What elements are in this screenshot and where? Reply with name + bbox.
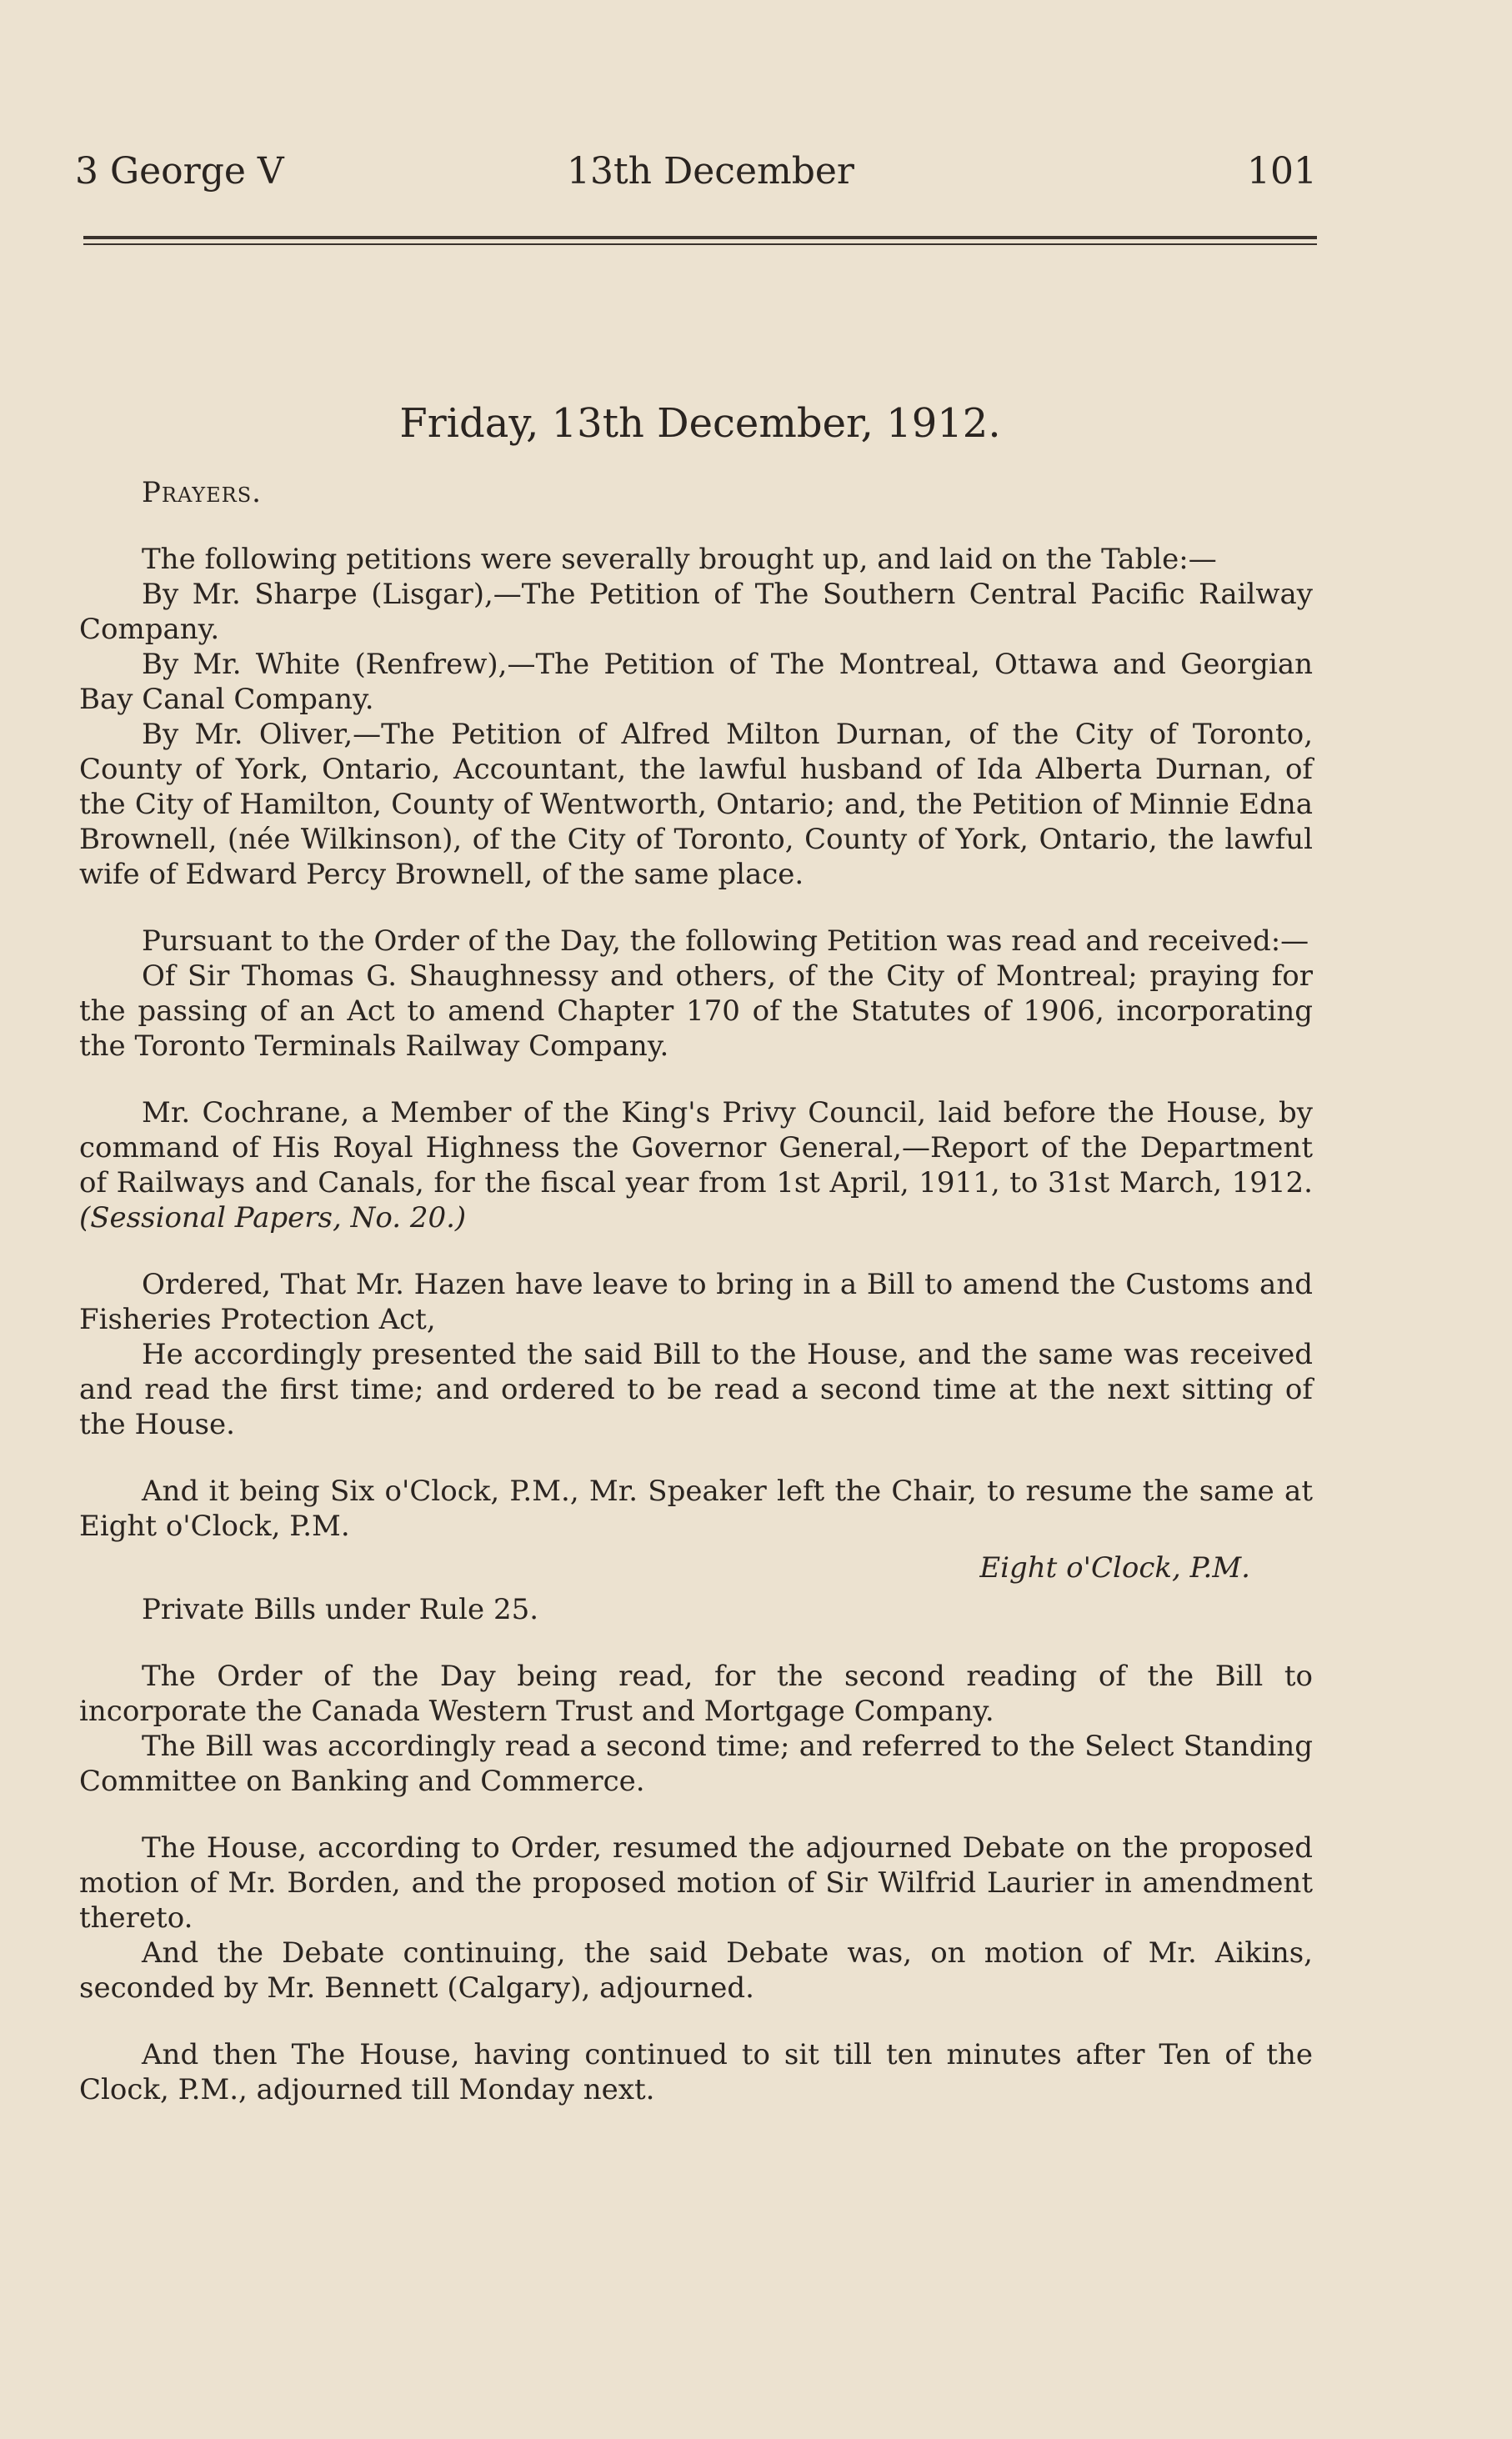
paragraph: The Bill was accordingly read a second time; and referred to the Select Standing Committee on Banking and Commerce.	[79, 1730, 1313, 1798]
paragraph: Pursuant to the Order of the Day, the following Petition was read and received:—	[142, 924, 1309, 958]
paragraph-text: Mr. Cochrane, a Member of the King's Privy Council, laid before the House, by command of His Royal Highness the Governor General,—Report of the Department of Railways and Canals, for the fiscal year from 1st April, 1911, to 31st March, 1912.	[79, 1096, 1313, 1199]
section-heading: Private Bills under Rule 25.	[142, 1593, 539, 1626]
paragraph: And it being Six o'Clock, P.M., Mr. Speaker left the Chair, to resume the same at Eight o'Clock, P.M.	[79, 1475, 1313, 1543]
header-rule	[83, 236, 1317, 239]
regnal-year: 3 George V	[75, 150, 284, 193]
paragraph: Of Sir Thomas G. Shaughnessy and others, of the City of Montreal; praying for the passing of an Act to amend Chapter 170 of the Statutes of 1906, incorporating the Toronto Terminals Railway Company.	[79, 959, 1313, 1063]
paragraph: Ordered, That Mr. Hazen have leave to bring in a Bill to amend the Customs and Fisheries Protection Act,	[79, 1268, 1313, 1336]
paragraph: The House, according to Order, resumed the adjourned Debate on the proposed motion of Mr. Borden, and the proposed motion of Sir Wilfrid Laurier in amendment thereto.	[79, 1831, 1313, 1935]
paragraph: By Mr. Oliver,—The Petition of Alfred Milton Durnan, of the City of Toronto, County of York, Ontario, Accountant, the lawful husband of Ida Alberta Durnan, of the City of Hamilton, County of Wentworth, Ontario; and, the Petition of Minnie Edna Brownell, (née Wilkinson), of the City of Toronto, County of York, Ontario, the lawful wife of Edward Percy Brownell, of the same place.	[79, 718, 1313, 891]
prayers-heading: Prayers.	[142, 476, 262, 509]
paragraph: By Mr. Sharpe (Lisgar),—The Petition of The Southern Central Pacific Railway Company.	[79, 578, 1313, 646]
time-marker: Eight o'Clock, P.M.	[979, 1551, 1250, 1585]
paragraph: He accordingly presented the said Bill to the House, and the same was received and read the first time; and ordered to be read a second time at the next sitting of the House.	[79, 1338, 1313, 1441]
running-head	[75, 150, 1317, 200]
paragraph: And then The House, having continued to sit till ten minutes after Ten of the Clock, P.M., adjourned till Monday next.	[79, 2038, 1313, 2106]
paragraph: The Order of the Day being read, for the second reading of the Bill to incorporate the Canada Western Trust and Mortgage Company.	[79, 1660, 1313, 1728]
paragraph: The following petitions were severally brought up, and laid on the Table:—	[142, 543, 1217, 576]
running-date: 13th December	[567, 150, 854, 193]
header-rule-thin	[83, 243, 1317, 245]
date-heading: Friday, 13th December, 1912.	[399, 400, 1001, 447]
paragraph	[79, 1095, 1313, 1235]
page-number: 101	[1247, 150, 1317, 193]
paragraph: By Mr. White (Renfrew),—The Petition of The Montreal, Ottawa and Georgian Bay Canal Company.	[79, 648, 1313, 716]
journal-body	[79, 475, 1313, 2107]
sessional-papers-reference: (Sessional Papers, No. 20.)	[79, 1201, 467, 1235]
paragraph: And the Debate continuing, the said Debate was, on motion of Mr. Aikins, seconded by Mr. Bennett (Calgary), adjourned.	[79, 1936, 1313, 2005]
